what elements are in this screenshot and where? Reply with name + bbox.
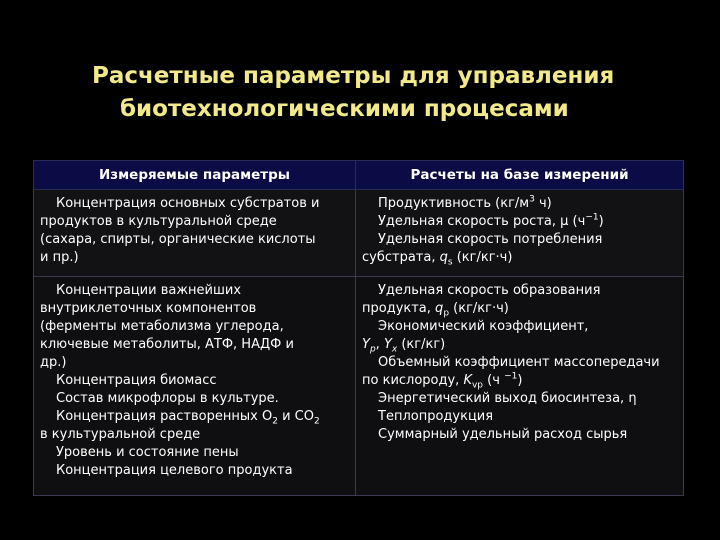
cell-line: Суммарный удельный расход сырья xyxy=(378,427,628,442)
productivity-line: Продуктивность ($кг/м^3$ ч) xyxy=(378,194,552,211)
oxygen-transfer-line: по кислороду, $K_{vp}$ (ч $^{-1}$) xyxy=(362,371,523,391)
cell-line: Состав микрофлоры в культуре. xyxy=(56,391,279,406)
calculated-cell-1 xyxy=(356,190,684,277)
slide-title xyxy=(0,60,720,126)
cell-line: Объемный коэффициент массопередачи xyxy=(378,355,660,370)
cell-line: ключевые метаболиты, АТФ, НАДФ и xyxy=(40,337,294,352)
cell-line: др.) xyxy=(40,355,67,370)
table-row xyxy=(34,190,684,277)
table-row xyxy=(34,277,684,496)
dissolved-gas-line: Концентрация растворенных $O_2$ и $CO_2$ xyxy=(56,409,320,427)
consumption-rate-line: Удельная скорость потребления xyxy=(378,232,603,247)
header-calculations: Расчеты на базе измерений xyxy=(356,161,684,190)
cell-line: Теплопродукция xyxy=(378,409,494,424)
cell-line: Концентрация основных субстратов и xyxy=(56,196,320,211)
measured-cell-1 xyxy=(34,190,356,277)
table-header-row xyxy=(34,161,684,190)
cell-line: Концентрация биомасс xyxy=(56,373,217,388)
cell-line: Концентрация целевого продукта xyxy=(56,463,293,478)
cell-line: Экономический коэффициент, xyxy=(378,319,589,334)
title-line-1: Расчетные параметры для управления xyxy=(92,63,615,89)
title-line-2: биотехнологическими процесами xyxy=(120,96,569,122)
parameters-table xyxy=(33,160,684,496)
energy-yield-line: Энергетический выход биосинтеза, η xyxy=(378,391,637,406)
cell-line: (ферменты метаболизма углерода, xyxy=(40,319,284,334)
calculated-cell-2 xyxy=(356,277,684,496)
cell-line: в культуральной среде xyxy=(40,427,201,442)
measured-cell-2 xyxy=(34,277,356,496)
cell-line: (сахара, спирты, органические кислоты xyxy=(40,232,316,247)
substrate-line: субстрата, $q_s$ (кг/кг·ч) xyxy=(362,250,513,268)
cell-line: Концентрации важнейших xyxy=(56,283,242,298)
cell-line: Уровень и состояние пены xyxy=(56,445,239,460)
yield-coef-line: $Y_p$, $Y_x$ (кг/кг) xyxy=(362,337,446,355)
header-measured-params: Измеряемые параметры xyxy=(34,161,356,190)
cell-line: Удельная скорость образования xyxy=(378,283,601,298)
cell-line: продуктов в культуральной среде xyxy=(40,214,277,229)
growth-rate-line: Удельная скорость роста, μ $(ч^{-1})$ xyxy=(378,212,604,229)
cell-line: внутриклеточных компонентов xyxy=(40,301,257,316)
product-rate-line: продукта, $q_p$ (кг/кг·ч) xyxy=(362,301,509,319)
cell-line: и пр.) xyxy=(40,250,79,265)
